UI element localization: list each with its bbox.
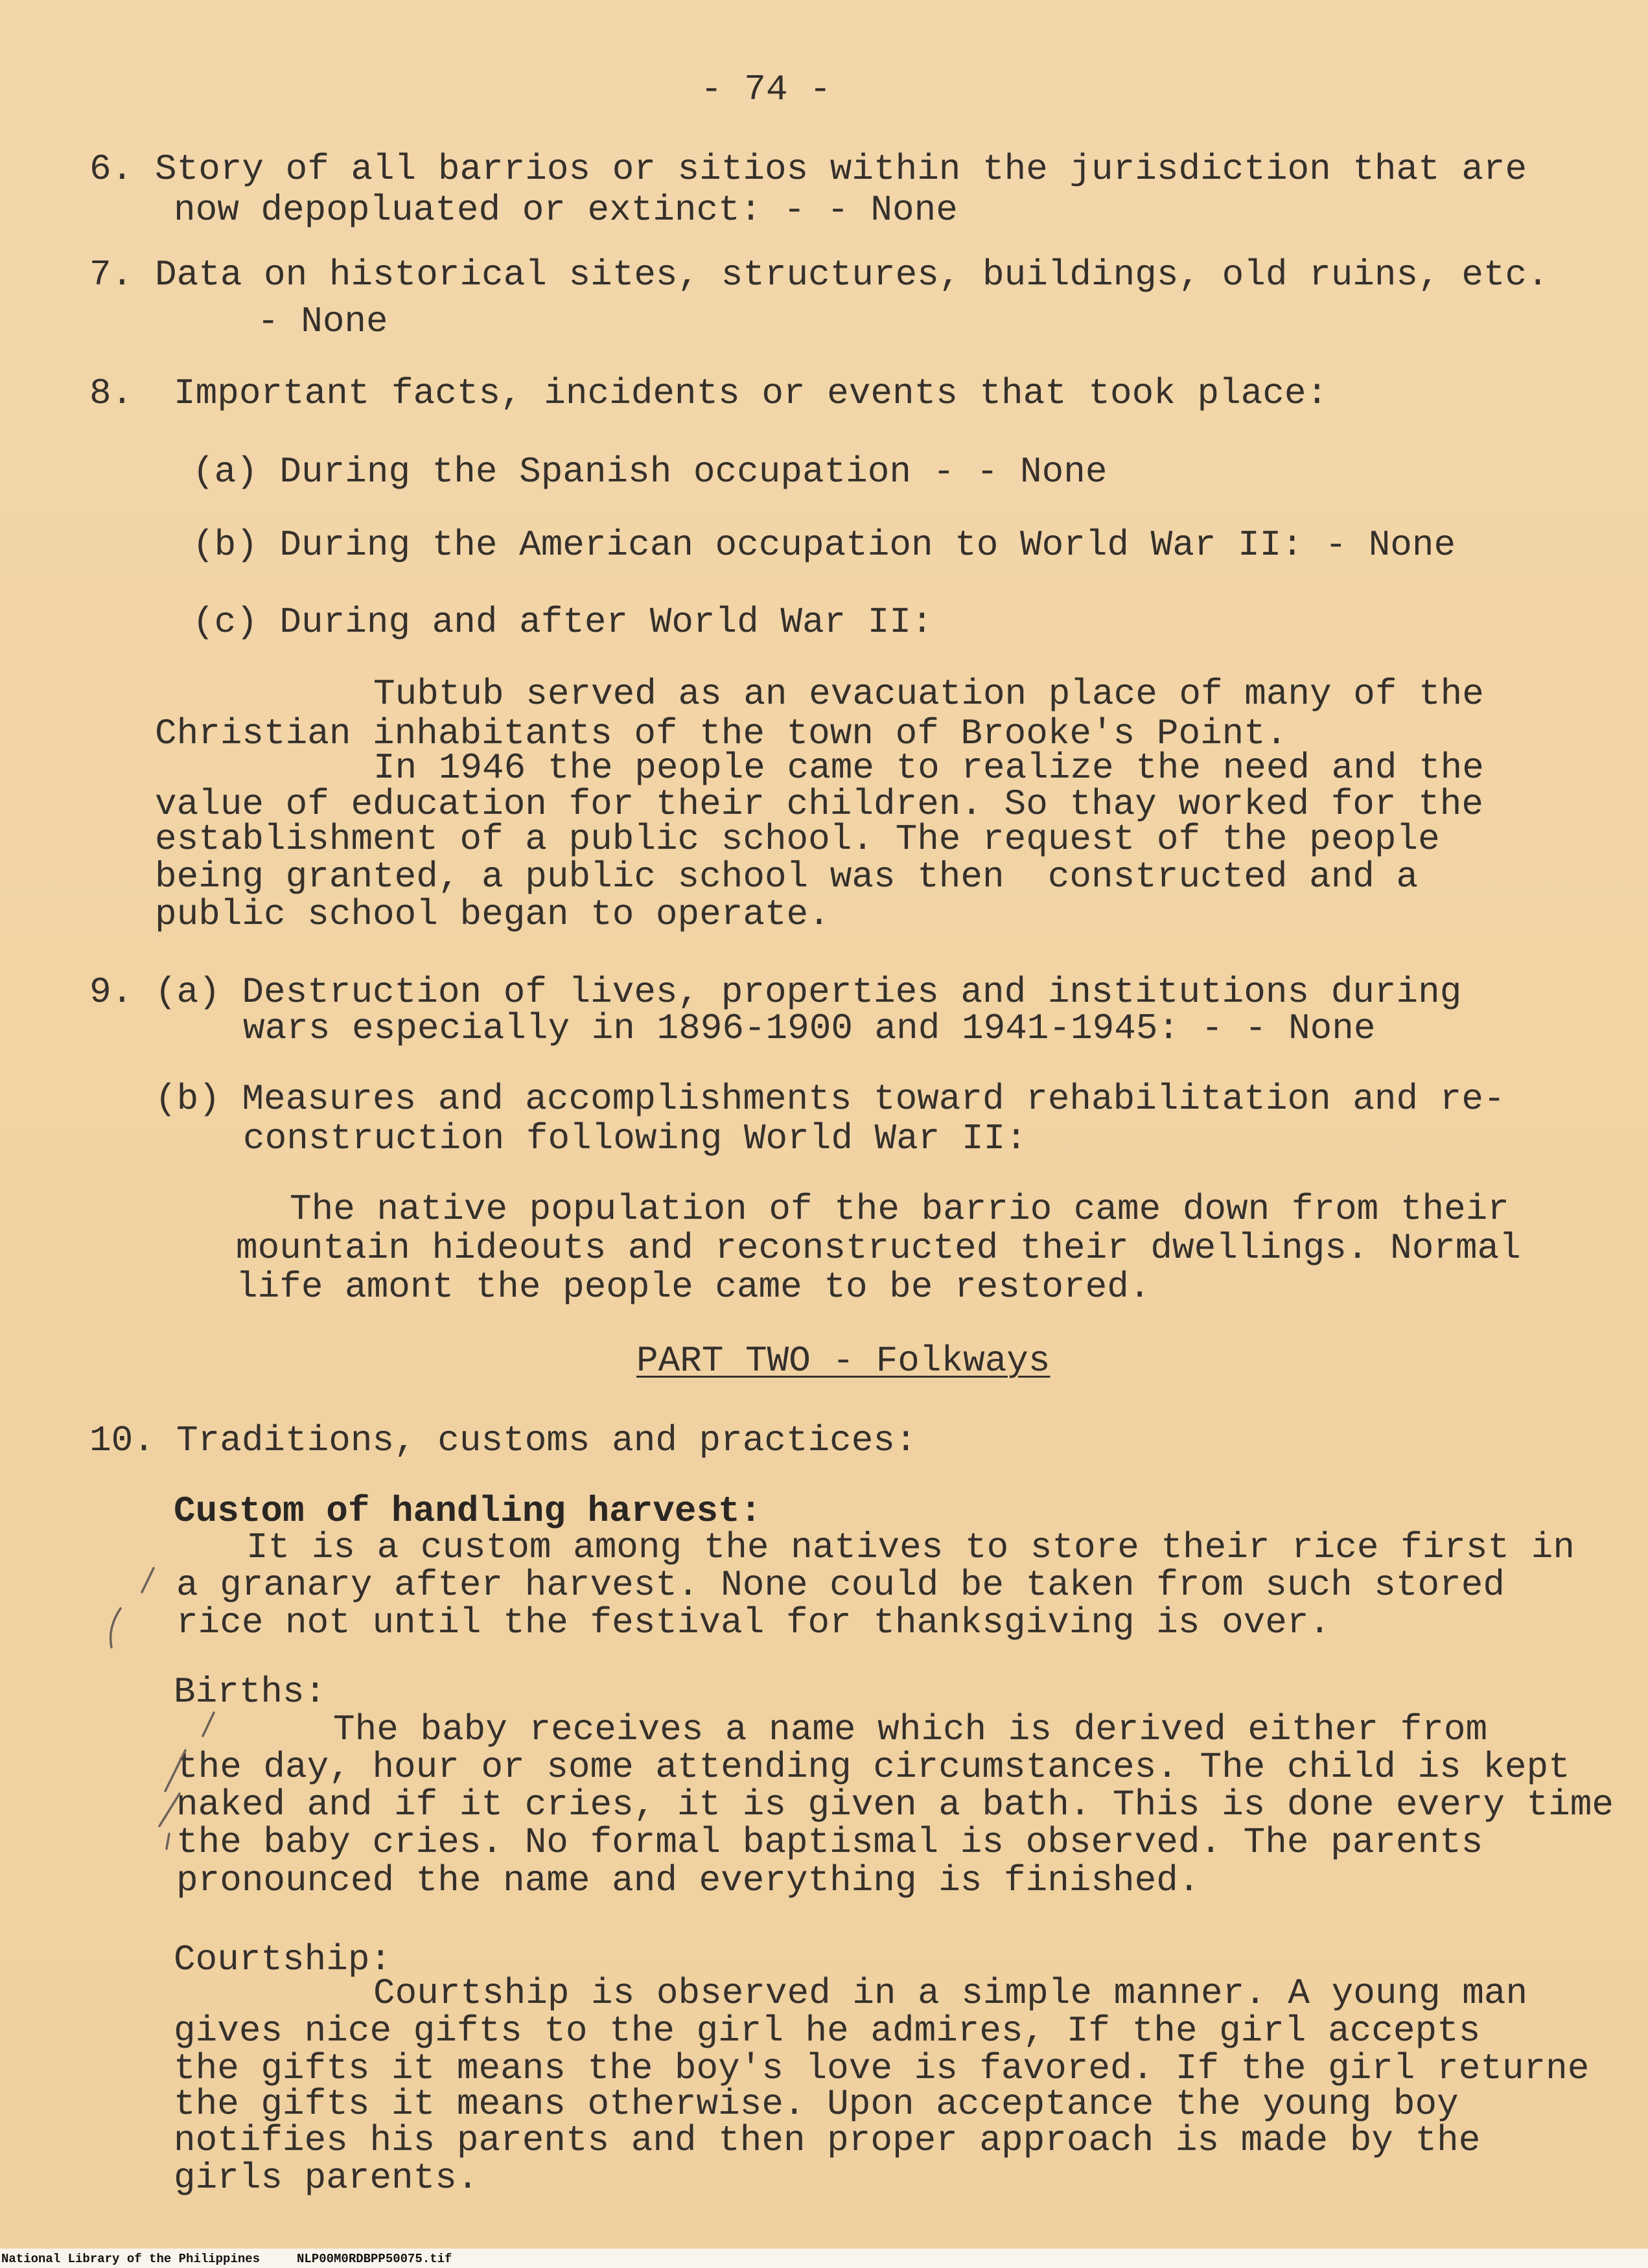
item-8-sub-c: (c) During and after World War II: xyxy=(192,601,933,643)
item-8-sub-b: (b) During the American occupation to World War II: - None xyxy=(192,524,1456,566)
births-line: naked and if it cries, it is given a bath. This is done every time xyxy=(176,1784,1614,1825)
item-8-paragraph-line: public school began to operate. xyxy=(155,894,830,935)
item-9a-line-2: wars especially in 1896-1900 and 1941-1945: - - None xyxy=(243,1008,1376,1049)
item-9a-line-1: (a) Destruction of lives, properties and institutions during xyxy=(155,971,1462,1013)
item-10-heading: Traditions, customs and practices: xyxy=(176,1420,917,1461)
item-7-line-1: Data on historical sites, structures, buildings, old ruins, etc. xyxy=(155,254,1549,295)
item-6-line-2: now depopluated or extinct: - - None xyxy=(174,189,958,231)
pencil-mark xyxy=(165,1750,185,1791)
item-8-sub-a: (a) During the Spanish occupation - - None xyxy=(192,451,1108,492)
births-line: the baby cries. No formal baptismal is observed. The parents xyxy=(176,1822,1483,1863)
footer-library: National Library of the Philippines xyxy=(1,2252,261,2266)
item-8-paragraph-line: Christian inhabitants of the town of Brooke's Point. xyxy=(155,713,1288,754)
pencil-mark xyxy=(203,1713,214,1736)
pencil-mark xyxy=(167,1834,169,1849)
item-8-number: 8. xyxy=(89,373,133,414)
item-6-line-1: Story of all barrios or sitios within the jurisdiction that are xyxy=(155,148,1527,190)
item-7-line-2: - None xyxy=(257,301,388,342)
harvest-line: a granary after harvest. None could be taken from such stored xyxy=(176,1564,1505,1606)
item-9b-line-2: construction following World War II: xyxy=(243,1118,1027,1159)
item-9-paragraph-line: life amont the people came to be restored. xyxy=(236,1266,1151,1308)
harvest-title: Custom of handling harvest: xyxy=(174,1490,762,1532)
courtship-title: Courtship: xyxy=(174,1939,392,1980)
courtship-line: notifies his parents and then proper approach is made by the xyxy=(174,2120,1481,2161)
item-8-paragraph-line: Tubtub served as an evacuation place of many of the xyxy=(373,673,1484,715)
item-7-number: 7. xyxy=(89,254,133,295)
item-8-paragraph-line: establishment of a public school. The request of the people xyxy=(155,818,1440,860)
item-8-paragraph-line: being granted, a public school was then constructed and a xyxy=(155,856,1419,897)
harvest-line: It is a custom among the natives to store their rice first in xyxy=(246,1527,1575,1568)
births-line: The baby receives a name which is derived either from xyxy=(333,1709,1488,1750)
courtship-line: the gifts it means otherwise. Upon acceptance the young boy xyxy=(174,2083,1459,2125)
item-9b-line-1: (b) Measures and accomplishments toward rehabilitation and re- xyxy=(155,1078,1505,1120)
pencil-mark xyxy=(111,1608,121,1647)
item-9-paragraph-line: The native population of the barrio came down from their xyxy=(290,1188,1509,1230)
courtship-line: girls parents. xyxy=(174,2157,479,2199)
pencil-mark xyxy=(142,1568,154,1592)
page-number: - 74 - xyxy=(701,69,831,110)
pencil-mark xyxy=(159,1794,180,1826)
harvest-line: rice not until the festival for thanksgiving is over. xyxy=(176,1602,1331,1643)
item-8-paragraph-line: value of education for their children. So thay worked for the xyxy=(155,783,1483,825)
courtship-line: gives nice gifts to the girl he admires, If the girl accepts xyxy=(174,2010,1481,2052)
births-line: the day, hour or some attending circumstances. The child is kept xyxy=(176,1746,1570,1788)
item-9-paragraph-line: mountain hideouts and reconstructed their dwellings. Normal xyxy=(236,1227,1521,1269)
item-8-heading: Important facts, incidents or events that took place: xyxy=(174,373,1329,414)
part-two-heading: PART TWO - Folkways xyxy=(636,1340,1050,1382)
item-8-paragraph-line: In 1946 the people came to realize the need and the xyxy=(373,747,1484,789)
courtship-line: Courtship is observed in a simple manner. A young man xyxy=(373,1973,1528,2014)
courtship-line: the gifts it means the boy's love is favored. If the girl returne xyxy=(174,2048,1590,2089)
item-9-number: 9. xyxy=(89,971,133,1013)
births-line: pronounced the name and everything is finished. xyxy=(176,1860,1200,1901)
item-10-number: 10. xyxy=(89,1420,155,1461)
births-title: Births: xyxy=(174,1671,327,1713)
footer-file-name: NLP00M0RDBPP50075.tif xyxy=(297,2252,452,2266)
item-6-number: 6. xyxy=(89,148,133,190)
